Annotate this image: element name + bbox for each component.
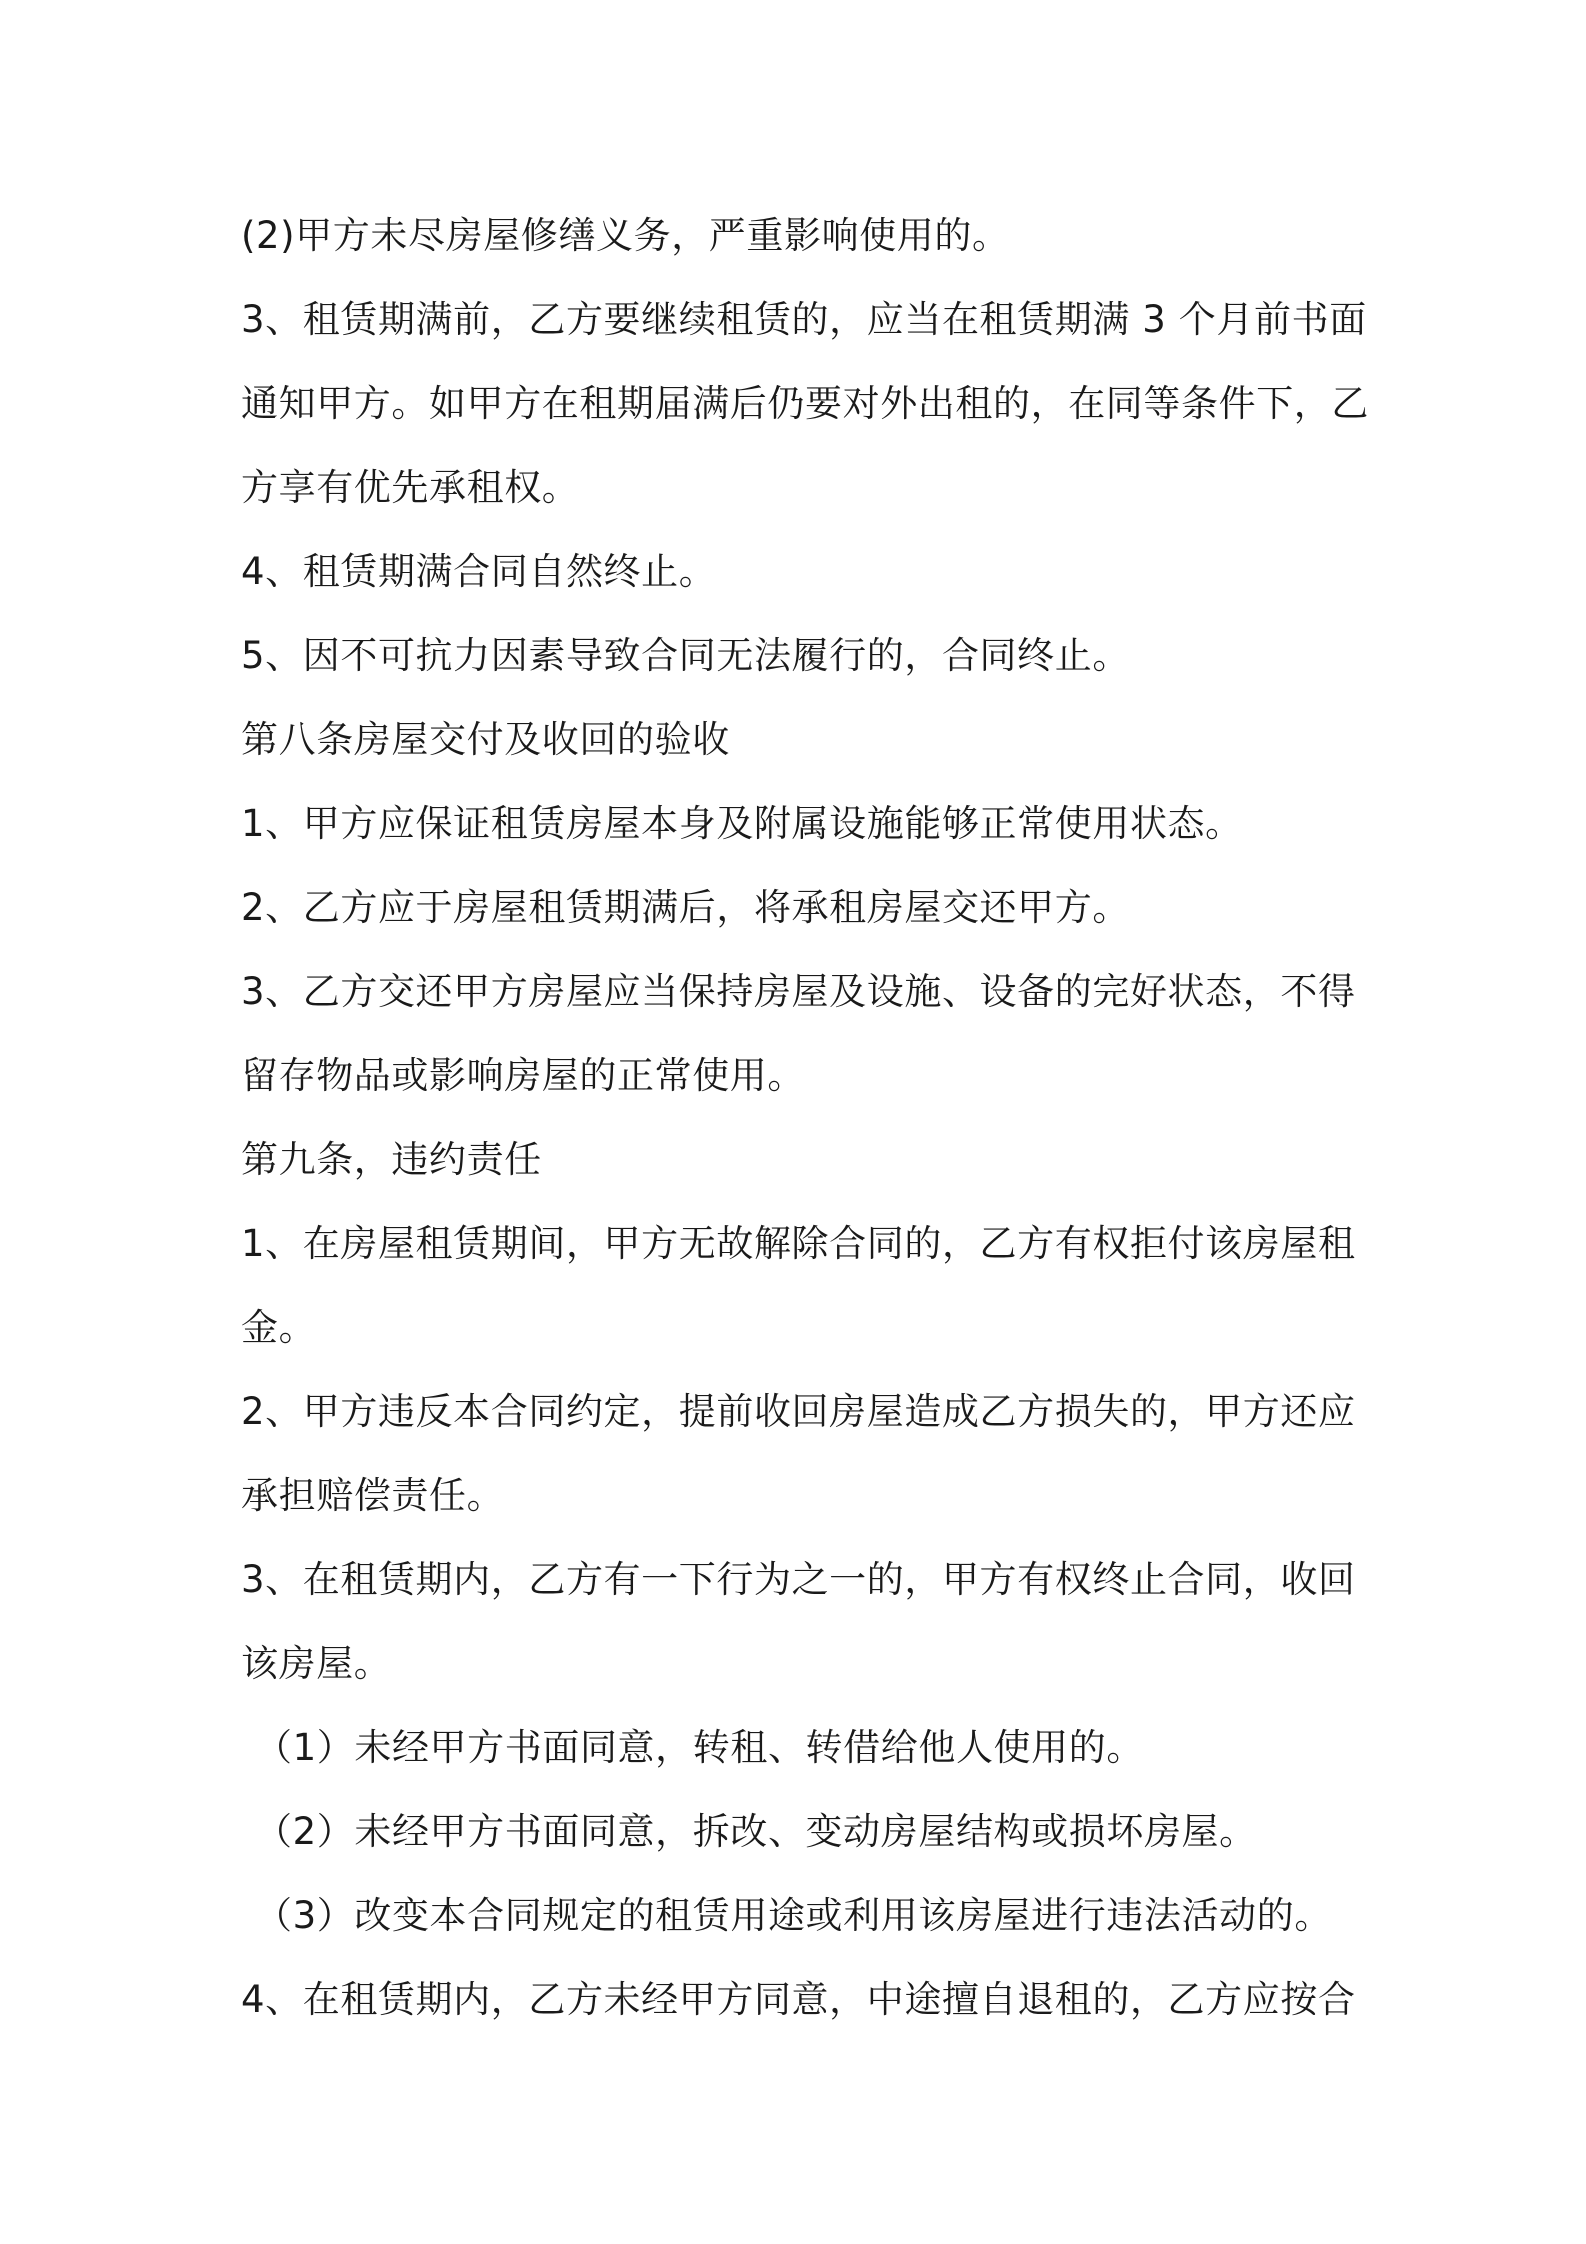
contract-text-body [241, 194, 1369, 2042]
text-line-clause-2: 2、甲方违反本合同约定，提前收回房屋造成乙方损失的，甲方还应 [241, 1390, 1356, 1433]
text-line: 通知甲方。如甲方在租期届满后仍要对外出租的，在同等条件下，乙 [241, 382, 1369, 425]
text-line: 方享有优先承租权。 [241, 466, 580, 509]
text-line-clause-3: 3、乙方交还甲方房屋应当保持房屋及设施、设备的完好状态，不得 [241, 970, 1356, 1013]
text-line-clause-1: 1、甲方应保证租赁房屋本身及附属设施能够正常使用状态。 [241, 802, 1243, 845]
text-line-clause-3: 3、在租赁期内，乙方有一下行为之一的，甲方有权终止合同，收回 [241, 1558, 1356, 1601]
text-line: 承担赔偿责任。 [241, 1474, 505, 1517]
text-line-clause-4: 4、在租赁期内，乙方未经甲方同意，中途擅自退租的，乙方应按合 [241, 1978, 1356, 2021]
text-line-sub-item-2: （2）未经甲方书面同意，拆改、变动房屋结构或损坏房屋。 [255, 1810, 1257, 1853]
text-line-clause-5: 5、因不可抗力因素导致合同无法履行的，合同终止。 [241, 634, 1130, 677]
text-line: 留存物品或影响房屋的正常使用。 [241, 1054, 805, 1097]
text-line: 该房屋。 [241, 1642, 392, 1685]
text-line-clause-3: 3、租赁期满前，乙方要继续租赁的，应当在租赁期满 3 个月前书面 [241, 298, 1367, 341]
article-heading-9: 第九条，违约责任 [241, 1138, 542, 1181]
text-line-clause-1: 1、在房屋租赁期间，甲方无故解除合同的，乙方有权拒付该房屋租 [241, 1222, 1356, 1265]
text-line-sub-item-3: （3）改变本合同规定的租赁用途或利用该房屋进行违法活动的。 [255, 1894, 1332, 1937]
article-heading-8: 第八条房屋交付及收回的验收 [241, 718, 730, 761]
text-line-sub-item-1: （1）未经甲方书面同意，转租、转借给他人使用的。 [255, 1726, 1144, 1769]
text-line-clause-4: 4、租赁期满合同自然终止。 [241, 550, 717, 593]
text-line: 金。 [241, 1306, 317, 1349]
text-line-sub-clause: (2)甲方未尽房屋修缮义务，严重影响使用的。 [241, 214, 1010, 257]
text-line-clause-2: 2、乙方应于房屋租赁期满后，将承租房屋交还甲方。 [241, 886, 1130, 929]
